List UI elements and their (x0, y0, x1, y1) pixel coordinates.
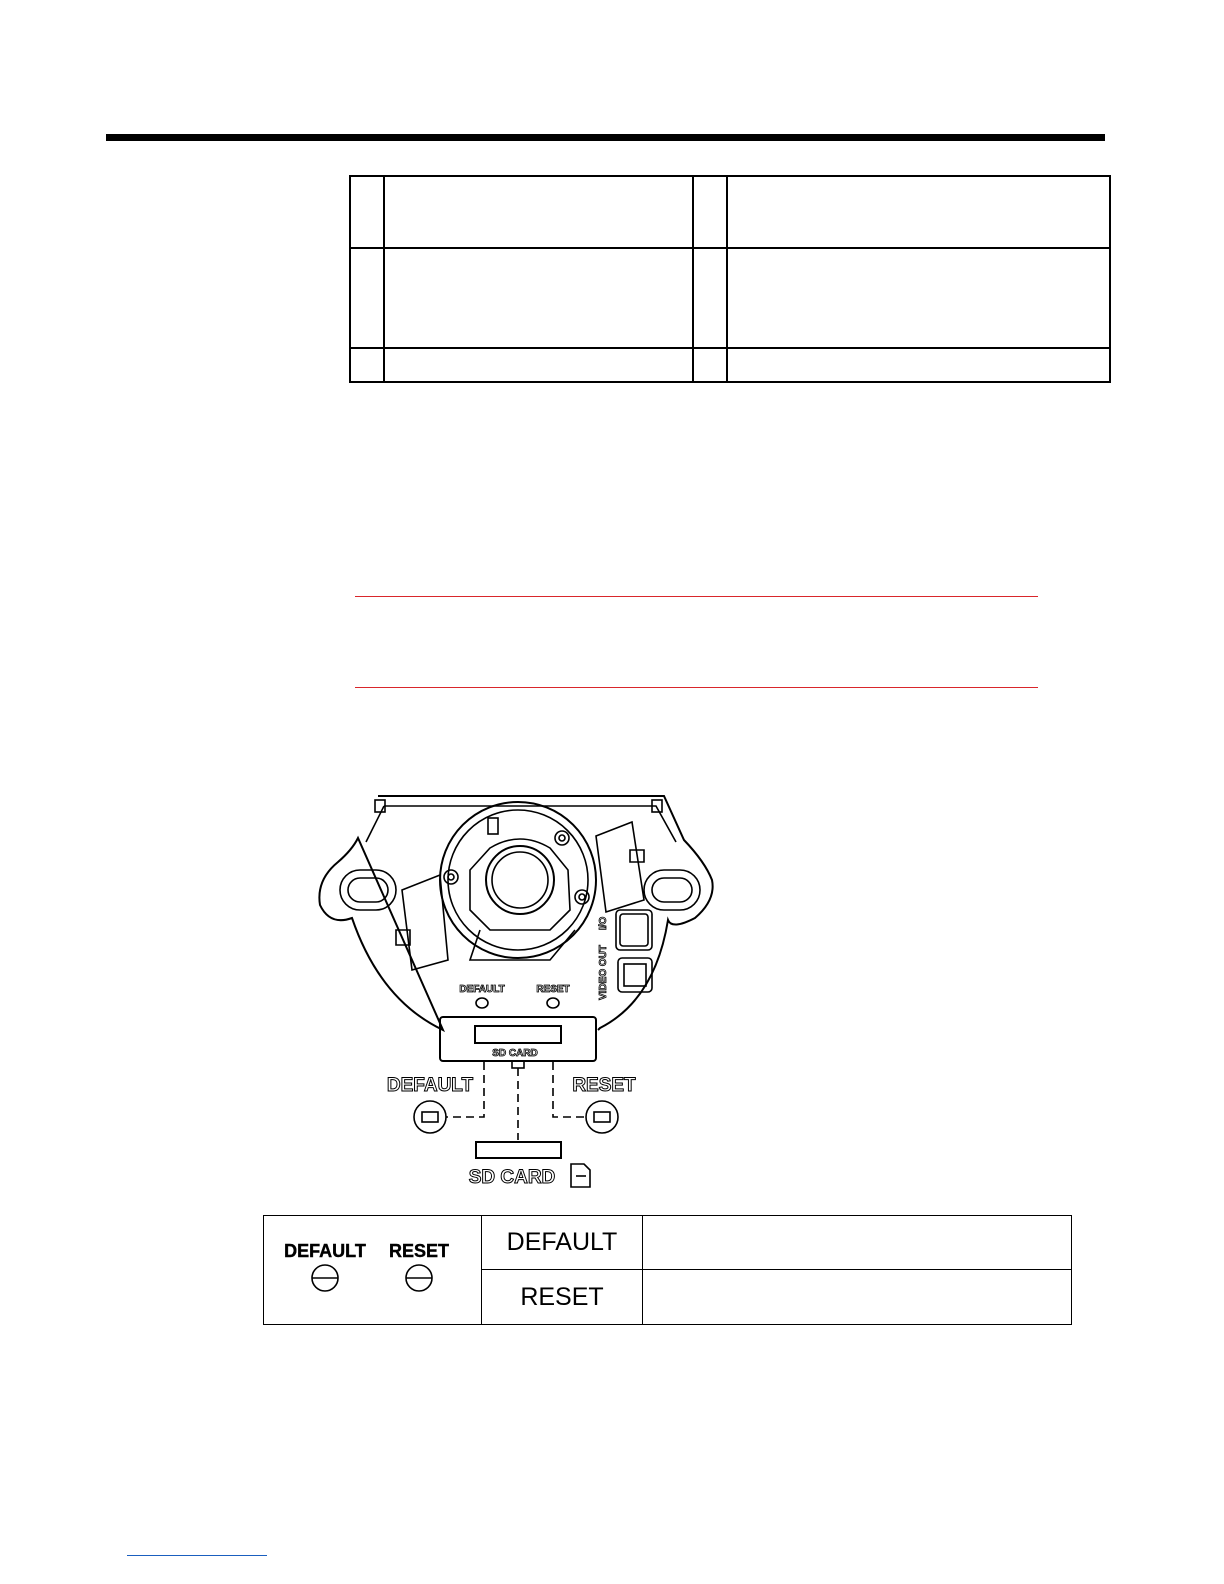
callout-default-label: DEFAULT (386, 1075, 474, 1096)
illustration-default-label: DEFAULT (283, 1240, 366, 1261)
table-row (350, 348, 1110, 382)
table-cell (384, 176, 693, 248)
button-illustration (273, 1233, 473, 1303)
illustration-reset-label: RESET (388, 1240, 449, 1261)
table-row (350, 248, 1110, 348)
camera-diagram (300, 760, 740, 1200)
note-top-rule (355, 596, 1038, 597)
header-rule (106, 134, 1105, 141)
callout-reset-label: RESET (572, 1075, 636, 1096)
component-table (349, 175, 1111, 383)
table-cell (384, 348, 693, 382)
button-illustration-cell (264, 1216, 482, 1325)
table-cell (727, 348, 1110, 382)
default-name: DEFAULT (506, 1228, 618, 1256)
default-name-cell (482, 1216, 643, 1270)
footnote-rule (127, 1555, 267, 1556)
table-cell (727, 248, 1110, 348)
table-cell (350, 348, 384, 382)
table-cell (693, 248, 727, 348)
table-cell (350, 176, 384, 248)
small-reset-label: RESET (536, 984, 570, 995)
small-default-label: DEFAULT (459, 984, 505, 995)
table-cell (350, 248, 384, 348)
table-cell (384, 248, 693, 348)
table-row (264, 1216, 1072, 1270)
reset-description-cell (643, 1270, 1072, 1325)
button-table (263, 1215, 1072, 1325)
reset-name: RESET (520, 1282, 604, 1311)
table-row (350, 176, 1110, 248)
small-sd-card-label: SD CARD (492, 1048, 538, 1059)
default-description-cell (643, 1216, 1072, 1270)
table-cell (727, 176, 1110, 248)
reset-name-cell (482, 1270, 643, 1325)
video-out-label: VIDEO OUT (598, 944, 609, 1000)
table-cell (693, 176, 727, 248)
io-label: I/O (598, 916, 609, 930)
note-bottom-rule (355, 687, 1038, 688)
callout-sd-card-label: SD CARD (468, 1167, 556, 1188)
table-cell (693, 348, 727, 382)
